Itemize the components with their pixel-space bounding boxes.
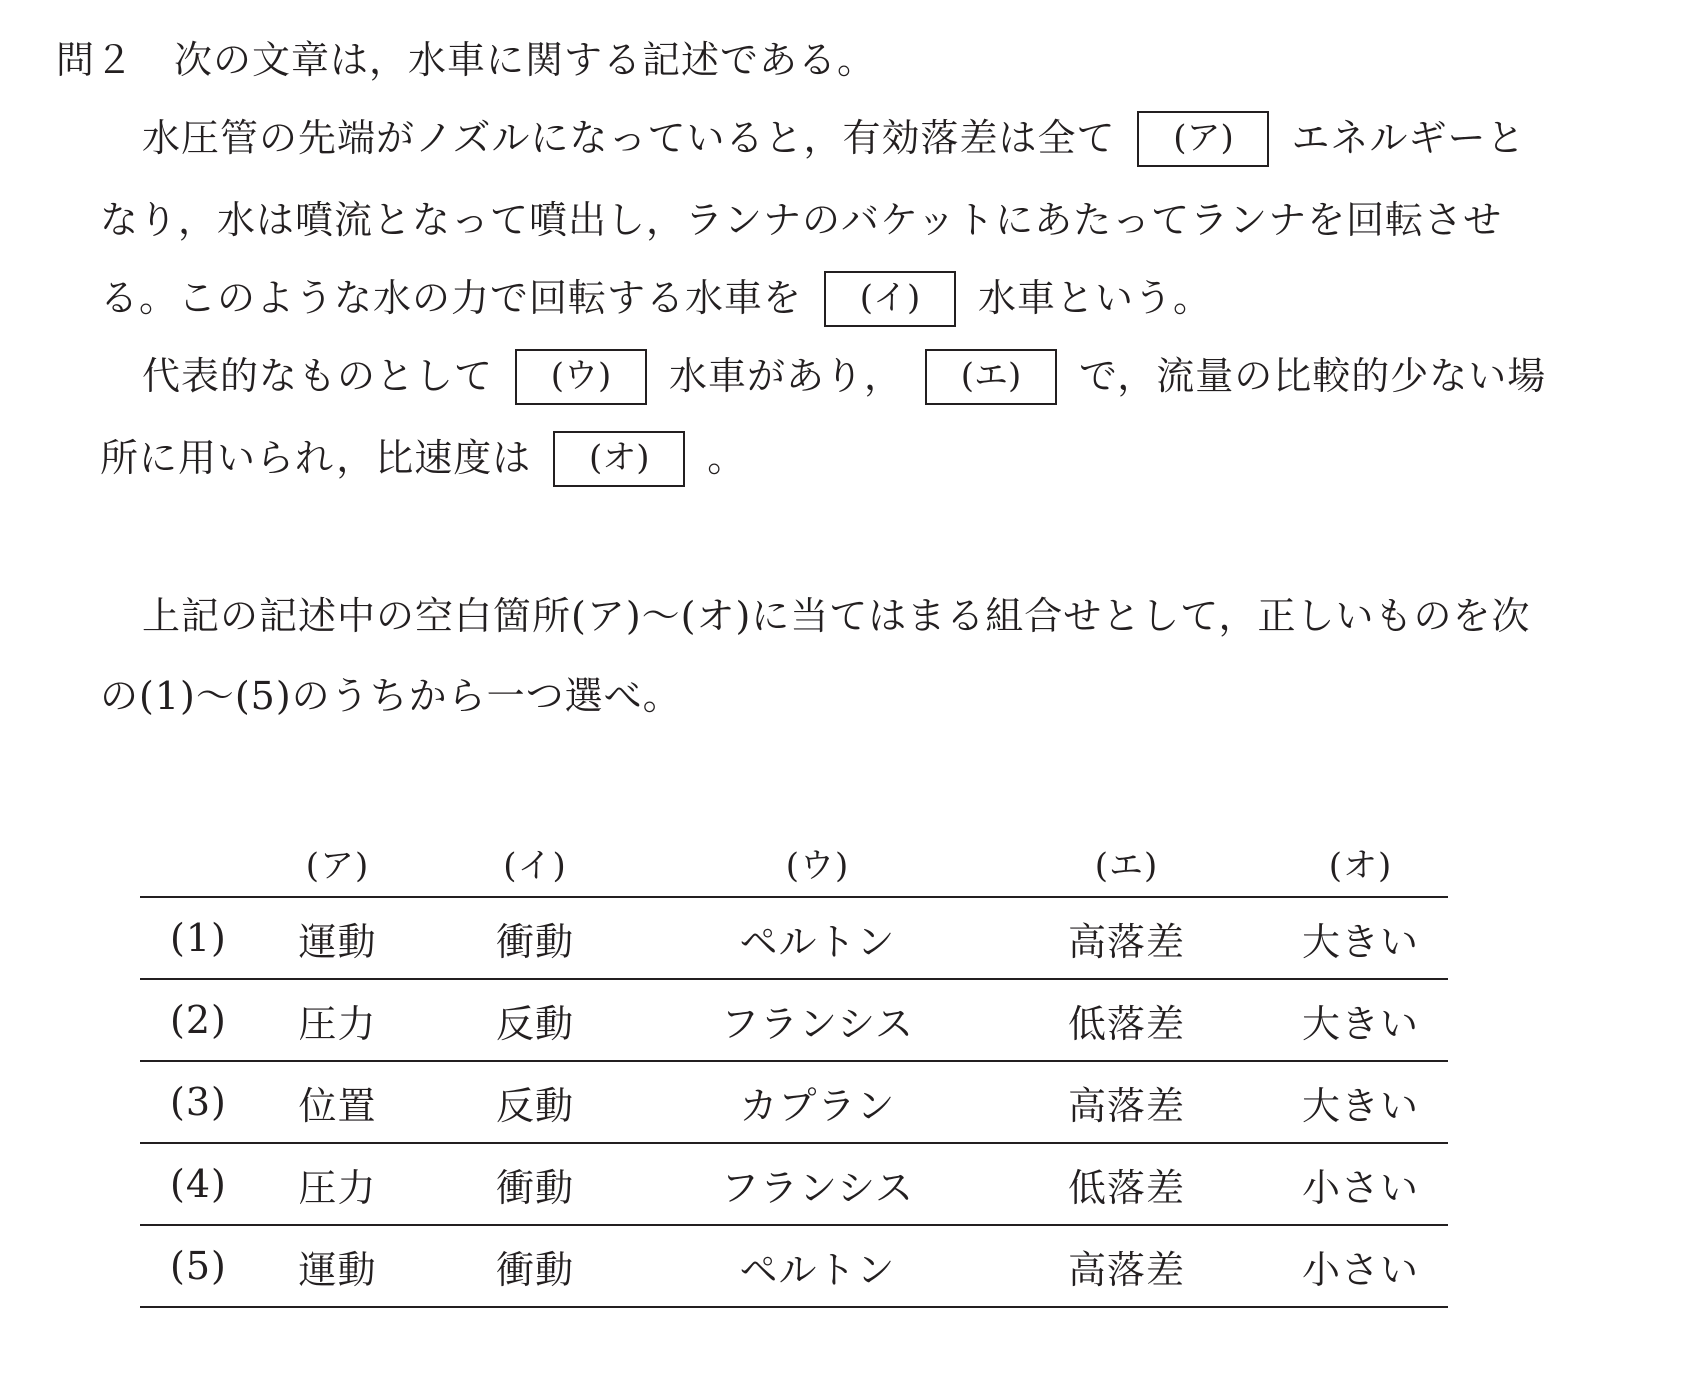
cell-u: フランシス bbox=[655, 979, 980, 1061]
header-cell-u: (ウ) bbox=[655, 828, 980, 897]
cell-a: 運動 bbox=[260, 1225, 415, 1307]
passage-text: る。このような水の力で回転する水車を bbox=[100, 276, 803, 320]
question-line-1: 上記の記述中の空白箇所(ア)～(オ)に当てはまる組合せとして，正しいものを次 bbox=[142, 594, 1531, 638]
table-row bbox=[140, 1061, 1448, 1143]
cell-u: ペルトン bbox=[655, 897, 980, 979]
header-cell-i: (イ) bbox=[415, 828, 655, 897]
choice-number: (3) bbox=[140, 1061, 260, 1143]
passage-text: で，流量の比較的少ない場 bbox=[1079, 354, 1547, 398]
cell-o: 小さい bbox=[1273, 1143, 1448, 1225]
cell-o: 大きい bbox=[1273, 1061, 1448, 1143]
passage-text: 。 bbox=[707, 436, 747, 480]
cell-i: 反動 bbox=[415, 979, 655, 1061]
cell-o: 大きい bbox=[1273, 897, 1448, 979]
question-number: 問２ bbox=[56, 38, 135, 82]
passage-text: 水車という。 bbox=[978, 276, 1213, 320]
cell-i: 反動 bbox=[415, 1061, 655, 1143]
cell-e: 高落差 bbox=[980, 897, 1273, 979]
table-row bbox=[140, 1143, 1448, 1225]
cell-u: フランシス bbox=[655, 1143, 980, 1225]
table-row bbox=[140, 897, 1448, 979]
answer-choices-table bbox=[140, 828, 1448, 1308]
table-row bbox=[140, 1225, 1448, 1307]
choice-number: (2) bbox=[140, 979, 260, 1061]
blank-box-a: (ア) bbox=[1137, 111, 1269, 167]
passage-text: 水車があり， bbox=[669, 354, 904, 398]
blank-box-o: (オ) bbox=[553, 431, 685, 487]
header-cell-a: (ア) bbox=[260, 828, 415, 897]
passage-text: エネルギーと bbox=[1291, 116, 1526, 160]
header-cell-e: (エ) bbox=[980, 828, 1273, 897]
choice-number: (4) bbox=[140, 1143, 260, 1225]
cell-a: 位置 bbox=[260, 1061, 415, 1143]
header-cell-number bbox=[140, 828, 260, 897]
cell-e: 低落差 bbox=[980, 979, 1273, 1061]
choice-number: (1) bbox=[140, 897, 260, 979]
cell-o: 大きい bbox=[1273, 979, 1448, 1061]
choice-number: (5) bbox=[140, 1225, 260, 1307]
passage-line-1 bbox=[142, 112, 1526, 170]
cell-i: 衝動 bbox=[415, 1225, 655, 1307]
question-line-2: の(1)～(5)のうちから一つ選べ。 bbox=[100, 674, 682, 718]
cell-i: 衝動 bbox=[415, 1143, 655, 1225]
passage-text: 代表的なものとして bbox=[142, 354, 494, 398]
table-header-row bbox=[140, 828, 1448, 897]
cell-a: 運動 bbox=[260, 897, 415, 979]
table-row bbox=[140, 979, 1448, 1061]
passage-line-2: なり，水は噴流となって噴出し，ランナのバケットにあたってランナを回転させ bbox=[100, 198, 1503, 242]
cell-a: 圧力 bbox=[260, 1143, 415, 1225]
blank-box-i: (イ) bbox=[824, 271, 956, 327]
passage-line-5 bbox=[100, 432, 746, 490]
passage-text: 所に用いられ，比速度は bbox=[100, 436, 532, 480]
header-cell-o: (オ) bbox=[1273, 828, 1448, 897]
cell-e: 低落差 bbox=[980, 1143, 1273, 1225]
cell-u: ペルトン bbox=[655, 1225, 980, 1307]
question-heading bbox=[56, 34, 876, 86]
passage-line-4 bbox=[142, 350, 1546, 408]
cell-e: 高落差 bbox=[980, 1061, 1273, 1143]
cell-i: 衝動 bbox=[415, 897, 655, 979]
blank-box-u: (ウ) bbox=[515, 349, 647, 405]
passage-line-3 bbox=[100, 272, 1212, 330]
question-intro: 次の文章は，水車に関する記述である。 bbox=[174, 38, 877, 82]
blank-box-e: (エ) bbox=[925, 349, 1057, 405]
cell-o: 小さい bbox=[1273, 1225, 1448, 1307]
passage-text: 水圧管の先端がノズルになっていると，有効落差は全て bbox=[142, 116, 1116, 160]
cell-u: カプラン bbox=[655, 1061, 980, 1143]
cell-e: 高落差 bbox=[980, 1225, 1273, 1307]
cell-a: 圧力 bbox=[260, 979, 415, 1061]
